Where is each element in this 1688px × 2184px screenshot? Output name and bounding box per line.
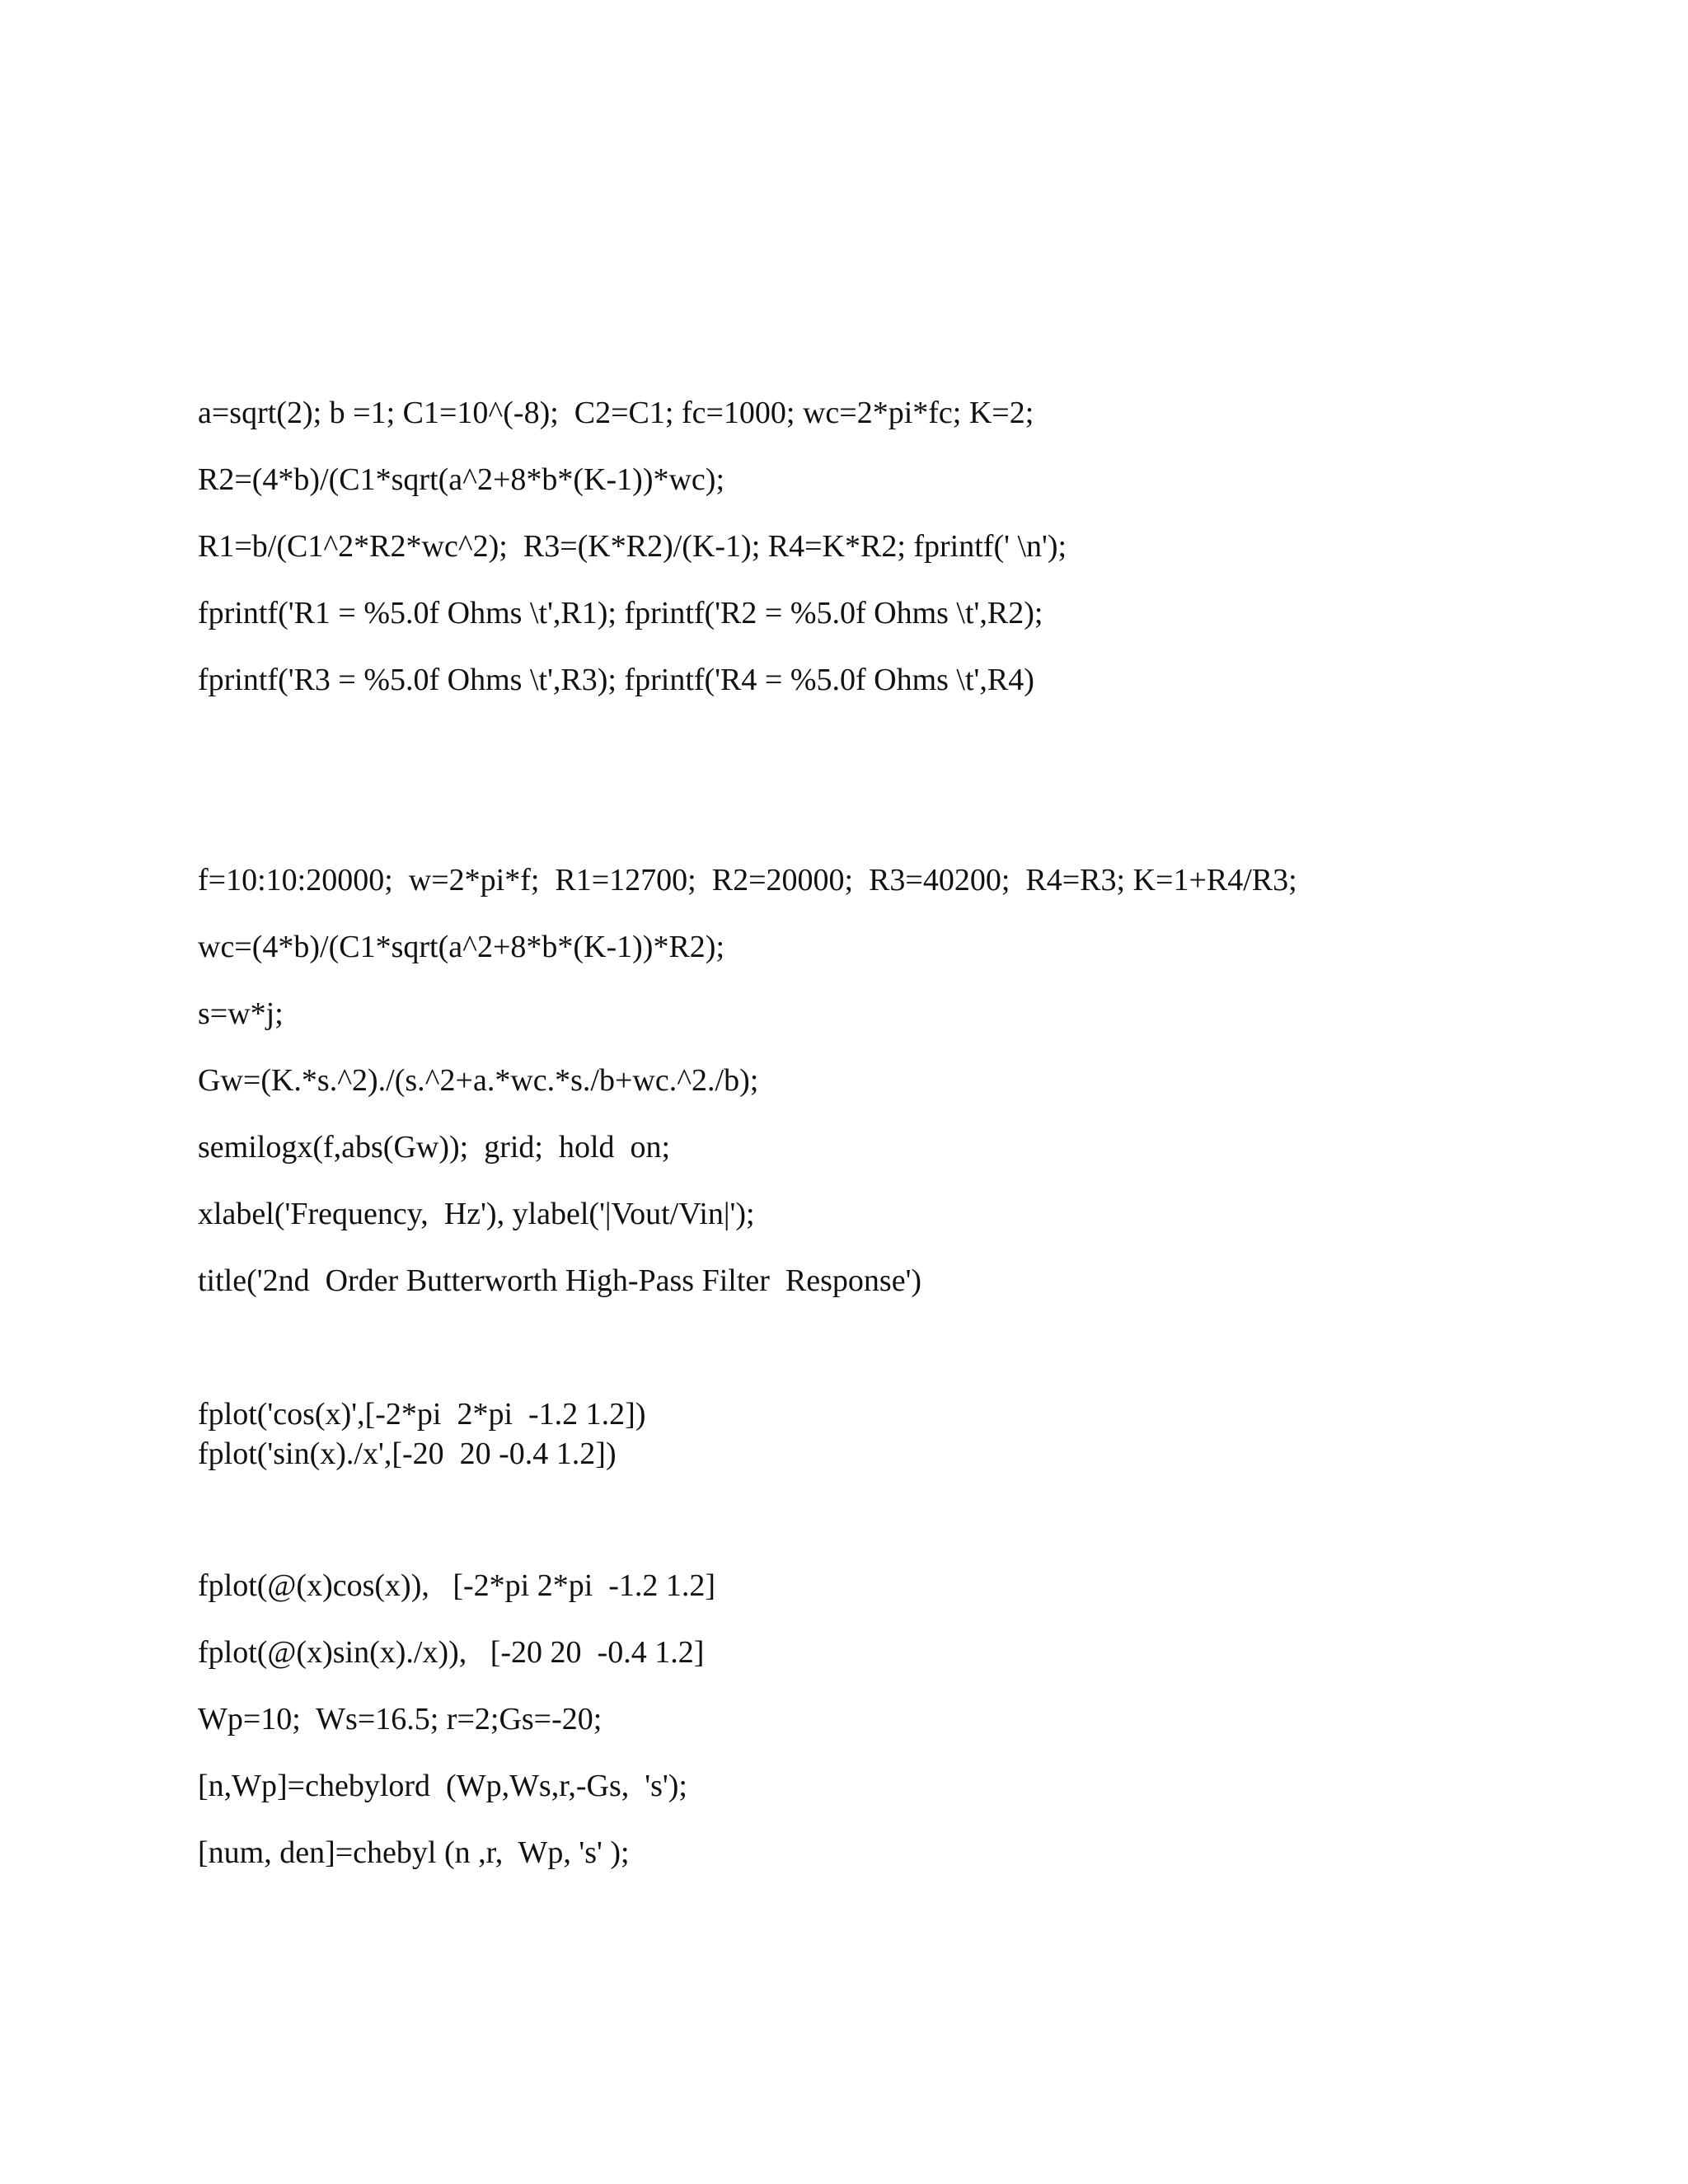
- code-line-14: fplot('sin(x)./x',[-20 20 -0.4 1.2]): [198, 1436, 617, 1471]
- code-line-6: f=10:10:20000; w=2*pi*f; R1=12700; R2=20000; R3=40200; R4=R3; K=1+R4/R3;: [198, 863, 1297, 898]
- code-line-18: [n,Wp]=chebylord (Wp,Ws,r,-Gs, 's');: [198, 1769, 687, 1803]
- code-line-15: fplot(@(x)cos(x)), [-2*pi 2*pi -1.2 1.2]: [198, 1568, 716, 1603]
- code-line-17: Wp=10; Ws=16.5; r=2;Gs=-20;: [198, 1702, 603, 1736]
- code-line-19: [num, den]=chebyl (n ,r, Wp, 's' );: [198, 1835, 630, 1870]
- code-line-13: fplot('cos(x)',[-2*pi 2*pi -1.2 1.2]): [198, 1397, 646, 1432]
- code-line-7: wc=(4*b)/(C1*sqrt(a^2+8*b*(K-1))*R2);: [198, 930, 725, 964]
- code-line-3: R1=b/(C1^2*R2*wc^2); R3=(K*R2)/(K-1); R4=K*R2; fprintf(' \n');: [198, 529, 1067, 564]
- code-line-1: a=sqrt(2); b =1; C1=10^(-8); C2=C1; fc=1000; wc=2*pi*fc; K=2;: [198, 396, 1034, 430]
- code-line-12: title('2nd Order Butterworth High-Pass Filter Response'): [198, 1263, 922, 1298]
- code-line-10: semilogx(f,abs(Gw)); grid; hold on;: [198, 1130, 671, 1165]
- code-line-2: R2=(4*b)/(C1*sqrt(a^2+8*b*(K-1))*wc);: [198, 462, 725, 497]
- code-line-4: fprintf('R1 = %5.0f Ohms \t',R1); fprintf('R2 = %5.0f Ohms \t',R2);: [198, 596, 1043, 630]
- code-line-11: xlabel('Frequency, Hz'), ylabel('|Vout/Vin|');: [198, 1197, 755, 1231]
- code-line-8: s=w*j;: [198, 996, 284, 1031]
- code-line-9: Gw=(K.*s.^2)./(s.^2+a.*wc.*s./b+wc.^2./b);: [198, 1063, 759, 1098]
- code-line-5: fprintf('R3 = %5.0f Ohms \t',R3); fprintf('R4 = %5.0f Ohms \t',R4): [198, 663, 1034, 697]
- code-line-16: fplot(@(x)sin(x)./x)), [-20 20 -0.4 1.2]: [198, 1635, 705, 1670]
